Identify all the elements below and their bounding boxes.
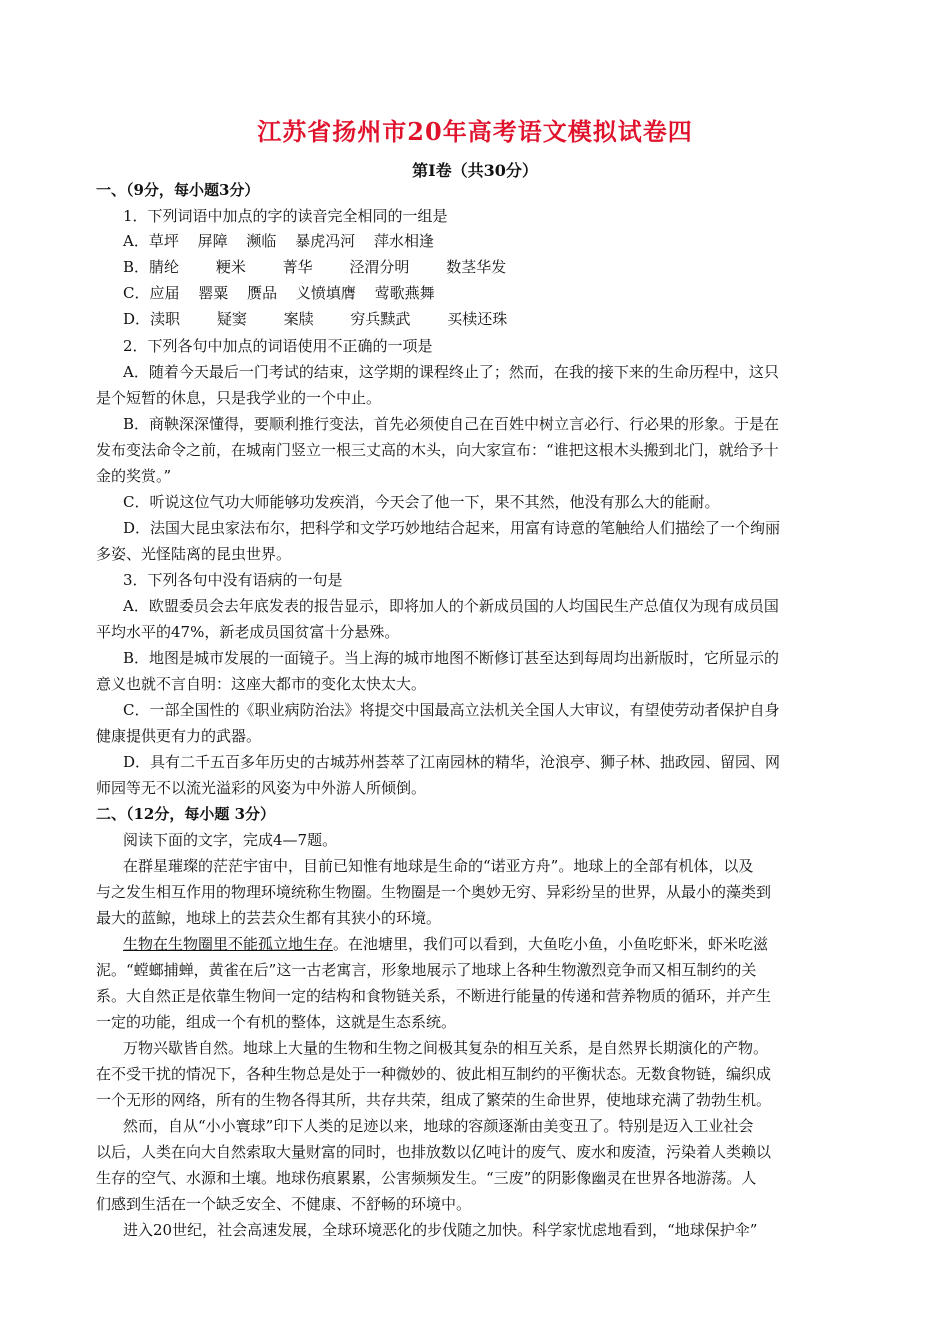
- q3-b-line2: 意义也就不言自明：这座大都市的变化太快太大。: [96, 675, 427, 693]
- para4-line4: 们感到生活在一个缺乏安全、不健康、不舒畅的环境中。: [96, 1195, 472, 1213]
- q1-option-d: D．渎职 疑窦 案牍 穷兵黩武 买椟还珠: [123, 310, 508, 328]
- q2-stem: 2．下列各句中加点的词语使用不正确的一项是: [123, 337, 433, 355]
- para1-line2: 与之发生相互作用的物理环境统称生物圈。生物圈是一个奥妙无穷、异彩纷呈的世界，从最小的藻类到: [96, 883, 772, 901]
- para4-line1: 然而，自从“小小寰球”印下人类的足迹以来，地球的容颜逐渐由美变丑了。特别是迈入工业社会: [123, 1117, 754, 1135]
- para2-line2: 泥。“螳螂捕蝉，黄雀在后”这一古老寓言，形象地展示了地球上各种生物激烈竞争而又相互制约的关: [96, 961, 757, 979]
- reading-intro: 阅读下面的文字，完成4—7题。: [123, 831, 338, 849]
- q2-c-line1: C．听说这位气功大师能够功发疾消，今天会了他一下，果不其然，他没有那么大的能耐。: [123, 493, 720, 511]
- q2-b-line2: 发布变法命令之前，在城南门竖立一根三丈高的木头，向大家宣布：“谁把这根木头搬到北门，就给予十: [96, 441, 779, 459]
- q3-c-line1: C．一部全国性的《职业病防治法》将提交中国最高立法机关全国人大审议，有望使劳动者保护自身: [123, 701, 780, 719]
- q2-d-line2: 多姿、光怪陆离的昆虫世界。: [96, 545, 292, 563]
- q3-c-line2: 健康提供更有力的武器。: [96, 727, 262, 745]
- q2-b-line3: 金的奖赏。”: [96, 467, 172, 485]
- section1-header: 一、（9分，每小题3分）: [96, 181, 260, 199]
- q2-a-line2: 是个短暂的休息，只是我学业的一个中止。: [96, 389, 382, 407]
- para3-line3: 一个无形的网络，所有的生物各得其所，共存共荣，组成了繁荣的生命世界，使地球充满了勃勃生机。: [96, 1091, 772, 1109]
- q2-d-line1: D．法国大昆虫家法布尔，把科学和文学巧妙地结合起来，用富有诗意的笔触给人们描绘了一个绚丽: [123, 519, 781, 537]
- q1-option-b: B．腈纶 粳米 菁华 泾渭分明 数茎华发: [123, 258, 507, 276]
- para3-line1: 万物兴歇皆自然。地球上大量的生物和生物之间极其复杂的相互关系，是自然界长期演化的产物。: [123, 1039, 769, 1057]
- q1-stem: 1．下列词语中加点的字的读音完全相同的一组是: [123, 207, 448, 225]
- para1-line3: 最大的蓝鲸，地球上的芸芸众生都有其狭小的环境。: [96, 909, 442, 927]
- para2-line4: 一定的功能，组成一个有机的整体，这就是生态系统。: [96, 1013, 457, 1031]
- volume-heading: 第Ⅰ卷（共30分）: [412, 161, 538, 180]
- page-title: 江苏省扬州市20年高考语文模拟试卷四: [257, 117, 693, 146]
- q1-option-a: A．草坪 屏障 濒临 暴虎冯河 萍水相逢: [123, 232, 435, 250]
- q1-option-c: C．应届 罂粟 赝品 义愤填膺 莺歌燕舞: [123, 284, 435, 302]
- section2-header: 二、（12分，每小题 3分）: [96, 805, 276, 823]
- q3-d-line1: D．具有二千五百多年历史的古城苏州荟萃了江南园林的精华，沧浪亭、狮子林、拙政园、留园、网: [123, 753, 781, 771]
- q3-stem: 3．下列各句中没有语病的一句是: [123, 571, 343, 589]
- q2-a-line1: A．随着今天最后一门考试的结束，这学期的课程终止了；然而，在我的接下来的生命历程中，这只: [123, 363, 779, 381]
- q3-b-line1: B．地图是城市发展的一面镜子。当上海的城市地图不断修订甚至达到每周均出新版时，它所显示的: [123, 649, 780, 667]
- para5-line1: 进入20世纪，社会高速发展，全球环境恶化的步伐随之加快。科学家忧虑地看到，“地球保护伞”: [123, 1221, 758, 1239]
- q3-d-line2: 师园等无不以流光溢彩的风姿为中外游人所倾倒。: [96, 779, 427, 797]
- para2-line3: 系。大自然正是依靠生物间一定的结构和食物链关系，不断进行能量的传递和营养物质的循环，并产生: [96, 987, 772, 1005]
- para3-line2: 在不受干扰的情况下，各种生物总是处于一种微妙的、彼此相互制约的平衡状态。无数食物链，编织成: [96, 1065, 772, 1083]
- para1-line1: 在群星璀璨的茫茫宇宙中，目前已知惟有地球是生命的“诺亚方舟”。地球上的全部有机体，以及: [123, 857, 754, 875]
- para4-line3: 生存的空气、水源和土壤。地球伤痕累累，公害频频发生。“三废”的阴影像幽灵在世界各地游荡。人: [96, 1169, 757, 1187]
- para2-line1: 生物在生物圈里不能孤立地生存。在池塘里，我们可以看到，大鱼吃小鱼，小鱼吃虾米，虾米吃滋: [123, 935, 769, 953]
- underlined-sentence: 生物在生物圈里不能孤立地生存: [123, 935, 334, 953]
- para4-line2: 以后，人类在向大自然索取大量财富的同时，也排放数以亿吨计的废气、废水和废渣，污染着人类赖以: [96, 1143, 772, 1161]
- q2-b-line1: B．商鞅深深懂得，要顺利推行变法，首先必须使自己在百姓中树立言必行、行必果的形象。于是在: [123, 415, 780, 433]
- q3-a-line1: A．欧盟委员会去年底发表的报告显示，即将加人的个新成员国的人均国民生产总值仅为现有成员国: [123, 597, 779, 615]
- q3-a-line2: 平均水平的47%，新老成员国贫富十分悬殊。: [96, 623, 400, 641]
